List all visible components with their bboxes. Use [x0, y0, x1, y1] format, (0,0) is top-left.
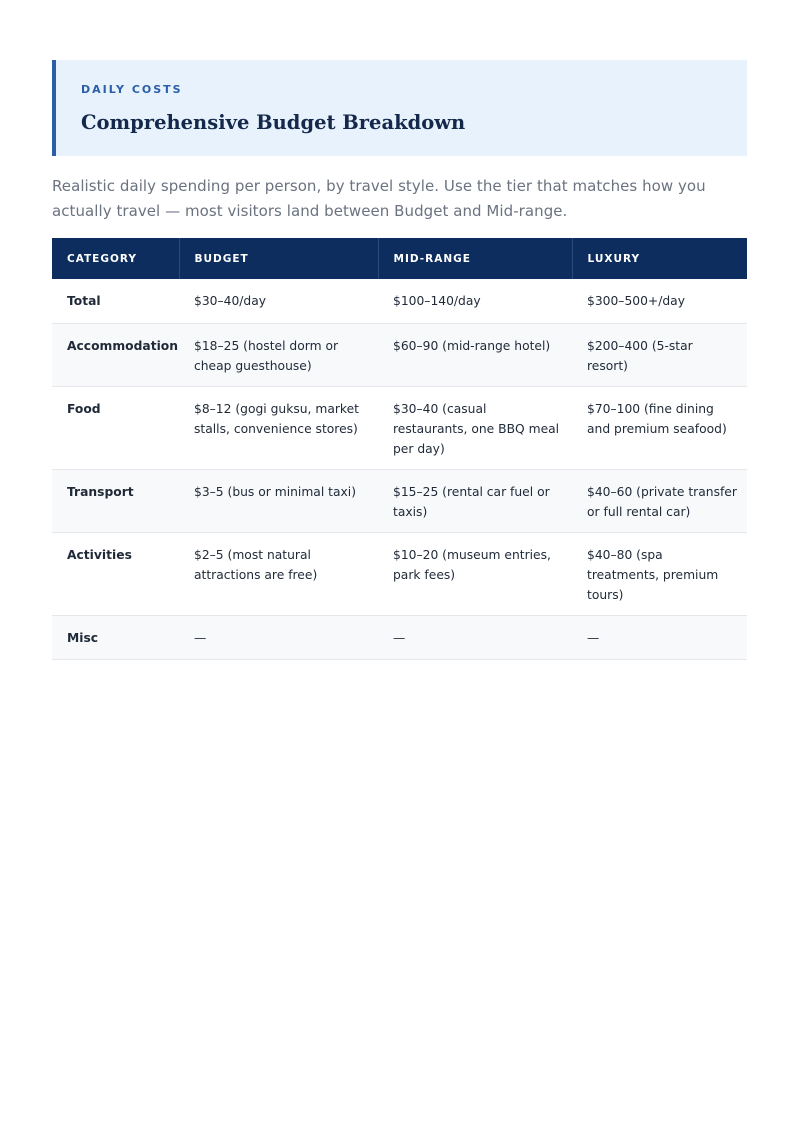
- cell-luxury: $200–400 (5-star resort): [572, 323, 747, 386]
- table-row: [52, 469, 747, 532]
- cell-mid-range: $10–20 (museum entries, park fees): [378, 532, 572, 615]
- cell-budget: $2–5 (most natural attractions are free): [179, 532, 378, 615]
- table-row: [52, 323, 747, 386]
- row-category: Accommodation: [52, 323, 179, 386]
- intro-paragraph: Realistic daily spending per person, by travel style. Use the tier that matches how you actually travel — most visitors land between Budget and Mid-range.: [52, 177, 706, 220]
- cell-budget: $30–40/day: [179, 279, 378, 323]
- cell-luxury: $40–80 (spa treatments, premium tours): [572, 532, 747, 615]
- cell-mid-range: —: [378, 615, 572, 659]
- header-budget: BUDGET: [179, 238, 378, 279]
- header-mid-range: MID-RANGE: [378, 238, 572, 279]
- cell-luxury: $40–60 (private transfer or full rental car): [572, 469, 747, 532]
- table-row: [52, 615, 747, 659]
- table-row: [52, 532, 747, 615]
- row-category: Misc: [52, 615, 179, 659]
- cell-luxury: $70–100 (fine dining and premium seafood): [572, 386, 747, 469]
- row-category: Total: [52, 279, 179, 323]
- table-header-row: [52, 238, 747, 279]
- cell-luxury: —: [572, 615, 747, 659]
- page: [52, 60, 747, 660]
- budget-table: [52, 238, 747, 660]
- section-header: [52, 60, 747, 156]
- header-category: CATEGORY: [52, 238, 179, 279]
- row-category: Transport: [52, 469, 179, 532]
- cell-budget: —: [179, 615, 378, 659]
- row-category: Activities: [52, 532, 179, 615]
- row-category: Food: [52, 386, 179, 469]
- cell-luxury: $300–500+/day: [572, 279, 747, 323]
- cell-budget: $3–5 (bus or minimal taxi): [179, 469, 378, 532]
- section-eyebrow: DAILY COSTS: [81, 83, 183, 96]
- table-row: [52, 279, 747, 323]
- header-luxury: LUXURY: [572, 238, 747, 279]
- cell-mid-range: $30–40 (casual restaurants, one BBQ meal per day): [378, 386, 572, 469]
- cell-mid-range: $60–90 (mid-range hotel): [378, 323, 572, 386]
- cell-mid-range: $100–140/day: [378, 279, 572, 323]
- cell-mid-range: $15–25 (rental car fuel or taxis): [378, 469, 572, 532]
- cell-budget: $18–25 (hostel dorm or cheap guesthouse): [179, 323, 378, 386]
- page-title: Comprehensive Budget Breakdown: [81, 111, 466, 134]
- table-row: [52, 386, 747, 469]
- cell-budget: $8–12 (gogi guksu, market stalls, convenience stores): [179, 386, 378, 469]
